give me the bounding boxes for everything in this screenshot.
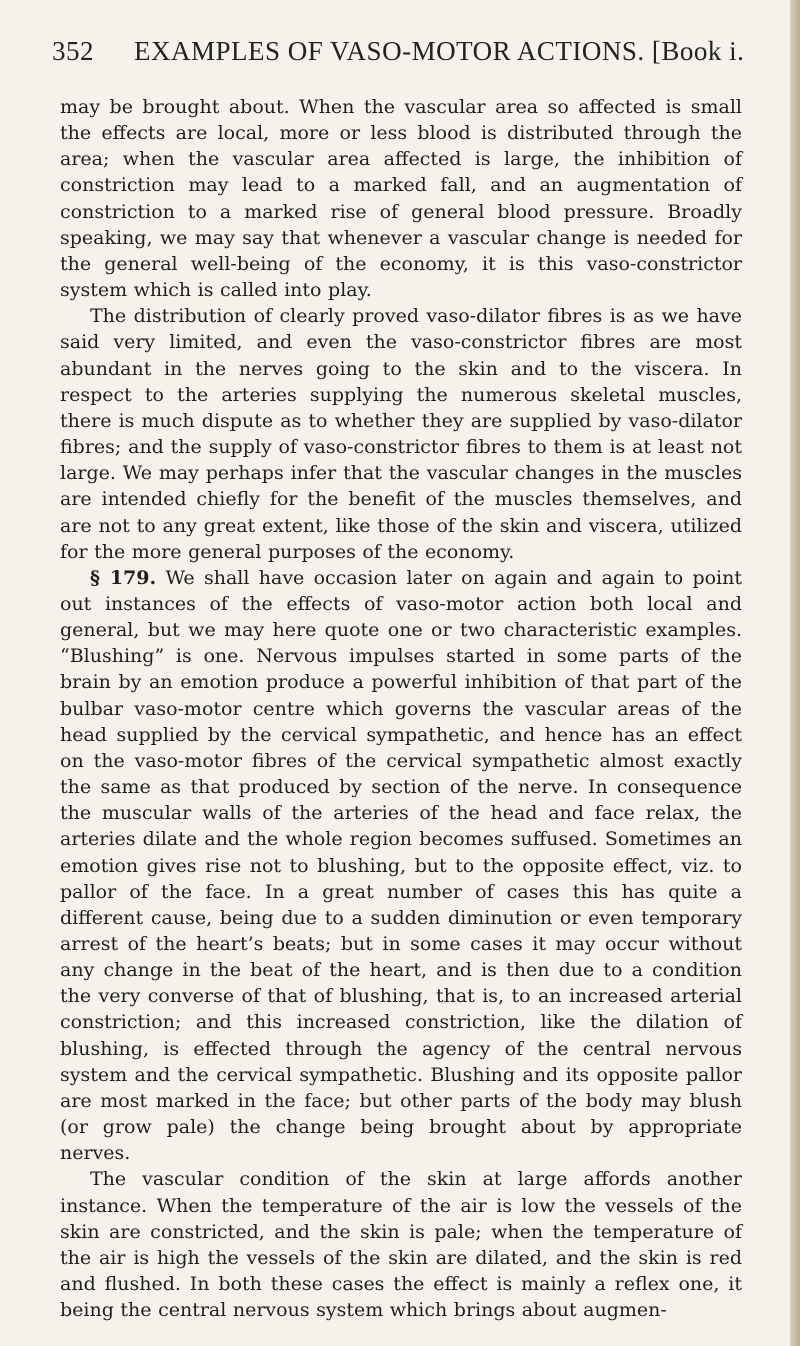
page-edge — [790, 0, 800, 1346]
page-number: 352 — [52, 36, 94, 66]
section-paragraph — [60, 565, 742, 1167]
running-title: EXAMPLES OF VASO-MOTOR ACTIONS. [Book i. — [134, 36, 745, 66]
section-text: We shall have occasion later on again and again to point out instances of the effects of vaso-motor action both local and general, but we may here quote one or two characteristic examples. “Blushing” is one. Nervous impulses started in some parts of the brain by an emotion produce a powerful inhibition of that part of the bulbar vaso-motor centre which governs the vascular areas of the head supplied by the cervical sympathetic, and hence has an effect on the vaso-motor fibres of the cervical sympathetic almost exactly the same as that produced by section of the nerve. In consequence the muscular walls of the arteries of the head and face relax, the arteries dilate and the whole region becomes suffused. Sometimes an emotion gives rise not to blushing, but to the opposite effect, viz. to pallor of the face. In a great number of cases this has quite a different cause, being due to a sudden diminution or even temporary arrest of the heart’s beats; but in some cases it may occur without any change in the beat of the heart, and is then due to a condition the very converse of that of blushing, that is, to an increased arterial constriction; and this increased constriction, like the dilation of blushing, is effected through the agency of the central nervous system and the cervical sympathetic. Blushing and its opposite pallor are most marked in the face; but other parts of the body may blush (or grow pale) the change being brought about by appropriate nerves. — [60, 566, 743, 1165]
body-text — [60, 94, 742, 1323]
page-header — [52, 34, 752, 74]
paragraph: may be brought about. When the vascular area so affected is small the effects are local, more or less blood is distributed through the area; when the vascular area affected is large, the inhibition of constriction may lead to a marked fall, and an augmentation of constriction to a marked rise of general blood pressure. Broadly speaking, we may say that whenever a vascular change is needed for the general well-being of the economy, it is this vaso-constrictor system which is called into play. — [60, 96, 742, 302]
section-number: § 179. — [90, 566, 157, 589]
paragraph: The distribution of clearly proved vaso-dilator fibres is as we have said very limited, and even the vaso-constrictor fibres are most abundant in the nerves going to the skin and to the viscera. In respect to the arteries supplying the numerous skeletal muscles, there is much dispute as to whether they are supplied by vaso-dilator fibres; and the supply of vaso-constrictor fibres to them is at least not large. We may perhaps infer that the vascular changes in the muscles are intended chiefly for the benefit of the muscles themselves, and are not to any great extent, like those of the skin and viscera, utilized for the more general purposes of the economy. — [60, 305, 742, 563]
paragraph: The vascular condition of the skin at large affords another instance. When the temperature of the air is low the vessels of the skin are constricted, and the skin is pale; when the temperature of the air is high the vessels of the skin are dilated, and the skin is red and flushed. In both these cases the effect is mainly a reflex one, it being the central nervous system which brings about augmen- — [60, 1168, 742, 1322]
